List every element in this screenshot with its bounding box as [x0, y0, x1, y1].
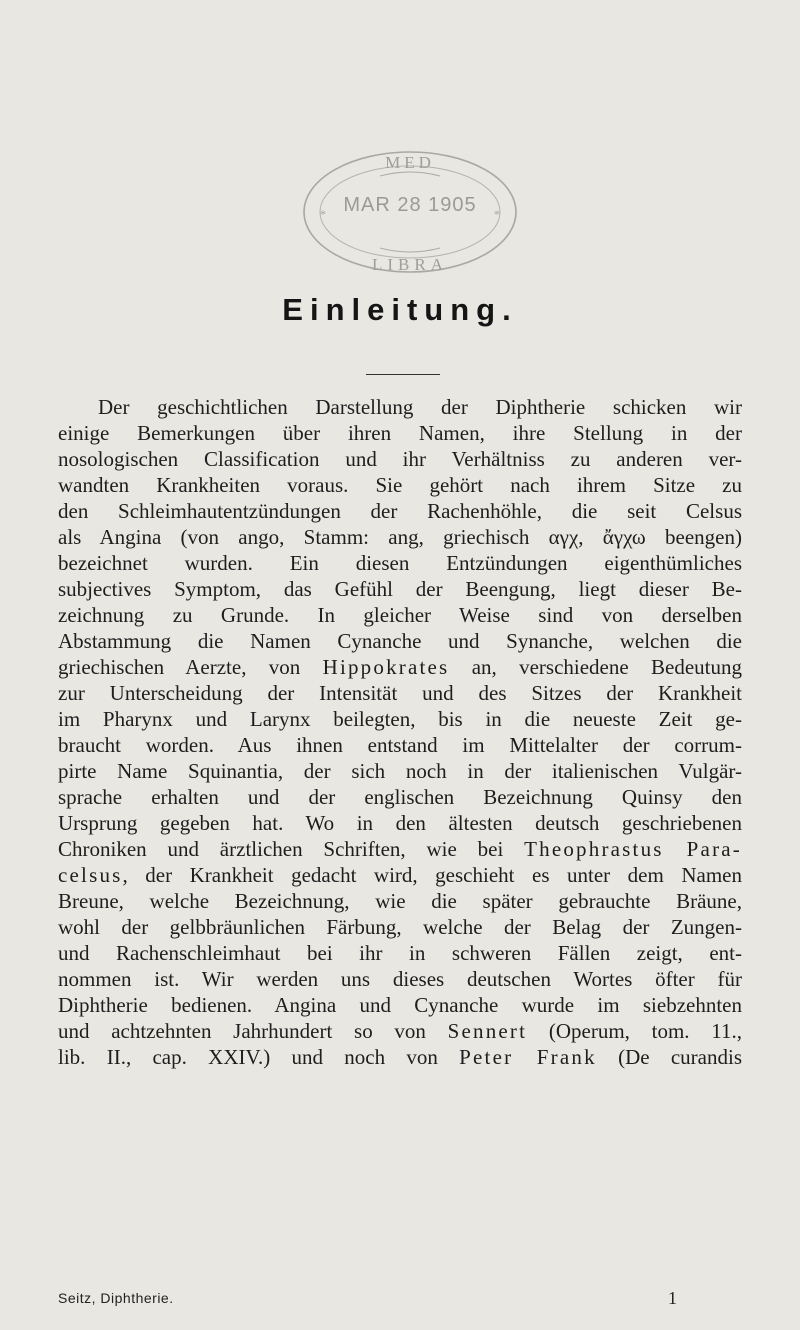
text-run: an, verschiedene Bedeutung — [449, 655, 742, 679]
text-run: Der geschichtlichen Darstellung der Diphtherie schicken wir — [98, 395, 742, 419]
text-line — [58, 940, 742, 966]
text-run: Diphtherie bedienen. Angina und Cynanche wurde im siebzehnten — [58, 993, 742, 1017]
heading-divider — [366, 374, 440, 375]
text-run: als Angina (von ango, Stamm: ang, griechisch αγχ, ἄγχω beengen) — [58, 525, 742, 549]
text-run: einige Bemerkungen über ihren Namen, ihre Stellung in der — [58, 421, 742, 445]
text-line — [58, 966, 742, 992]
library-stamp — [300, 148, 520, 276]
text-run: und achtzehnten Jahrhundert so von — [58, 1019, 448, 1043]
text-line — [58, 732, 742, 758]
text-run: griechischen Aerzte, von — [58, 655, 323, 679]
spaced-name: celsus — [58, 863, 123, 887]
text-line — [58, 992, 742, 1018]
text-run: (Operum, tom. 11., — [527, 1019, 742, 1043]
text-run: sprache erhalten und der englischen Bezeichnung Quinsy den — [58, 785, 742, 809]
text-run: , der Krankheit gedacht wird, geschieht es unter dem Namen — [122, 863, 742, 887]
chapter-heading: Einleitung. — [282, 292, 518, 327]
text-run: Chroniken und ärztlichen Schriften, wie bei — [58, 837, 525, 861]
text-line — [58, 784, 742, 810]
text-line — [58, 654, 742, 680]
text-run: (De curandis — [596, 1045, 742, 1069]
text-line — [58, 888, 742, 914]
text-line — [58, 446, 742, 472]
text-line — [58, 1018, 742, 1044]
text-line — [58, 550, 742, 576]
text-line — [58, 758, 742, 784]
text-run: wandten Krankheiten voraus. Sie gehört nach ihrem Sitze zu — [58, 473, 742, 497]
text-run: Ursprung gegeben hat. Wo in den ältesten deutsch geschriebenen — [58, 811, 742, 835]
text-line — [58, 576, 742, 602]
text-run: im Pharynx und Larynx beilegten, bis in die neueste Zeit ge- — [58, 707, 742, 731]
text-run: lib. II., cap. XXIV.) und noch von — [58, 1045, 460, 1069]
text-run: wohl der gelbbräunlichen Färbung, welche der Belag der Zungen- — [58, 915, 742, 939]
text-run: nosologischen Classification und ihr Verhältniss zu anderen ver- — [58, 447, 742, 471]
stamp-bottom-text: LIBRA — [372, 255, 448, 274]
text-line — [58, 836, 742, 862]
text-run: bezeichnet wurden. Ein diesen Entzündungen eigenthümliches — [58, 551, 742, 575]
text-run: Breune, welche Bezeichnung, wie die später gebrauchte Bräune, — [58, 889, 742, 913]
text-line — [98, 394, 742, 420]
spaced-name: Peter Frank — [459, 1045, 597, 1069]
text-line — [58, 1044, 742, 1070]
stamp-date: MAR 28 1905 — [343, 194, 477, 216]
text-run: zur Unterscheidung der Intensität und des Sitzes der Krankheit — [58, 681, 742, 705]
text-line — [58, 602, 742, 628]
text-run: pirte Name Squinantia, der sich noch in der italienischen Vulgär- — [58, 759, 742, 783]
page-number: 1 — [668, 1288, 677, 1308]
text-line — [58, 810, 742, 836]
text-line — [58, 914, 742, 940]
text-line — [58, 706, 742, 732]
stamp-top-text: MED — [385, 153, 435, 172]
svg-text:*: * — [494, 207, 500, 221]
spaced-name: Theophrastus Para- — [524, 837, 742, 861]
text-run: und Rachenschleimhaut bei ihr in schweren Fällen zeigt, ent- — [58, 941, 742, 965]
text-line — [58, 862, 742, 888]
spaced-name: Sennert — [447, 1019, 528, 1043]
text-line — [58, 420, 742, 446]
text-line — [58, 498, 742, 524]
text-run: zeichnung zu Grunde. In gleicher Weise sind von derselben — [58, 603, 742, 627]
spaced-name: Hippokrates — [322, 655, 450, 679]
text-line — [58, 472, 742, 498]
text-run: nommen ist. Wir werden uns dieses deutschen Wortes öfter für — [58, 967, 742, 991]
text-run: Abstammung die Namen Cynanche und Synanche, welchen die — [58, 629, 742, 653]
text-line — [58, 628, 742, 654]
text-run: braucht worden. Aus ihnen entstand im Mittelalter der corrum- — [58, 733, 742, 757]
text-run: den Schleimhautentzündungen der Rachenhöhle, die seit Celsus — [58, 499, 742, 523]
text-run: subjectives Symptom, das Gefühl der Beengung, liegt dieser Be- — [58, 577, 742, 601]
text-line — [58, 680, 742, 706]
footer-author-title: Seitz, Diphtherie. — [58, 1290, 174, 1306]
text-line — [58, 524, 742, 550]
svg-text:*: * — [320, 207, 326, 221]
